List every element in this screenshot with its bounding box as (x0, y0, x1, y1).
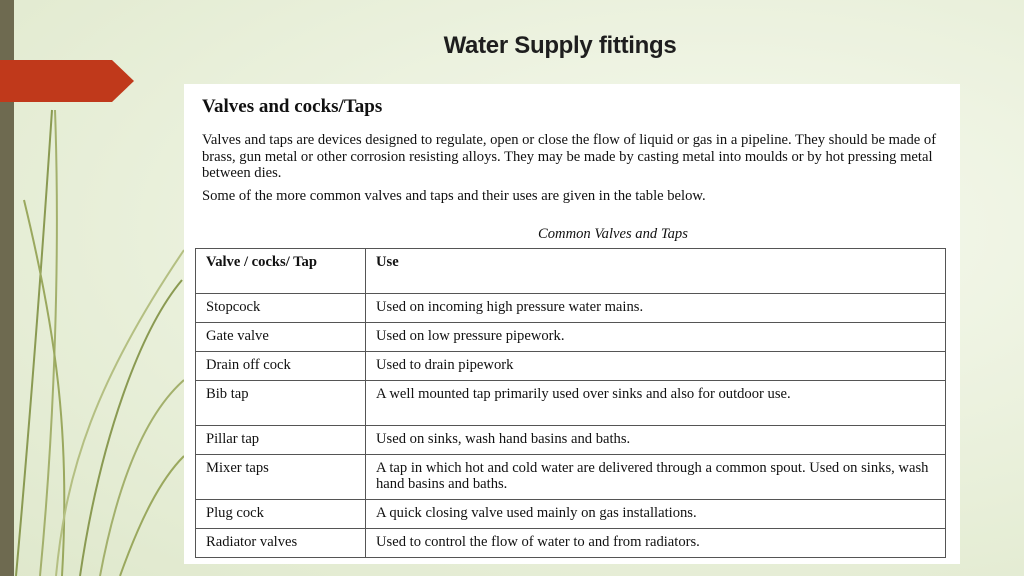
intro-paragraph: Valves and taps are devices designed to regulate, open or close the flow of liquid or gas in a pipeline. They should be made of brass, gun metal or other corrosion resisting alloys. They may be made by casting metal into moulds or by hot pressing metal between dies. (202, 132, 937, 181)
valve-use-cell: A tap in which hot and cold water are delivered through a common spout. Used on sinks, wash hand basins and baths. (366, 455, 946, 500)
table-row (196, 426, 946, 455)
valve-name-cell: Drain off cock (196, 352, 366, 381)
valve-name-cell: Plug cock (196, 500, 366, 529)
table-row (196, 529, 946, 558)
table-row (196, 352, 946, 381)
valve-name-cell: Pillar tap (196, 426, 366, 455)
valve-use-cell: Used to drain pipework (366, 352, 946, 381)
valve-name-cell: Bib tap (196, 381, 366, 426)
table-caption: Common Valves and Taps (538, 226, 688, 242)
valve-use-cell: Used on low pressure pipework. (366, 323, 946, 352)
grass-stroke (24, 200, 64, 576)
grass-stroke (120, 456, 184, 576)
valve-use-cell: Used on sinks, wash hand basins and baths. (366, 426, 946, 455)
content-panel (184, 84, 960, 564)
table-row (196, 323, 946, 352)
valves-table (195, 248, 946, 558)
accent-tab (0, 60, 134, 102)
valve-name-cell: Radiator valves (196, 529, 366, 558)
grass-stroke (100, 380, 184, 576)
table-row (196, 294, 946, 323)
section-heading: Valves and cocks/Taps (202, 96, 383, 117)
grass-stroke (56, 250, 184, 576)
grass-stroke (16, 110, 52, 576)
table-row (196, 455, 946, 500)
valve-use-cell: Used to control the flow of water to and from radiators. (366, 529, 946, 558)
grass-stroke (40, 110, 57, 576)
column-header-valve: Valve / cocks/ Tap (196, 249, 366, 294)
intro-sentence: Some of the more common valves and taps and their uses are given in the table below. (202, 188, 706, 204)
table-row (196, 500, 946, 529)
valve-use-cell: A well mounted tap primarily used over sinks and also for outdoor use. (366, 381, 946, 426)
slide-title: Water Supply fittings (443, 32, 677, 59)
valve-name-cell: Gate valve (196, 323, 366, 352)
valve-name-cell: Mixer taps (196, 455, 366, 500)
grass-stroke (80, 280, 182, 576)
valve-use-cell: A quick closing valve used mainly on gas installations. (366, 500, 946, 529)
table-header-row (196, 249, 946, 294)
valve-name-cell: Stopcock (196, 294, 366, 323)
column-header-use: Use (366, 249, 946, 294)
table-row (196, 381, 946, 426)
valve-use-cell: Used on incoming high pressure water mains. (366, 294, 946, 323)
